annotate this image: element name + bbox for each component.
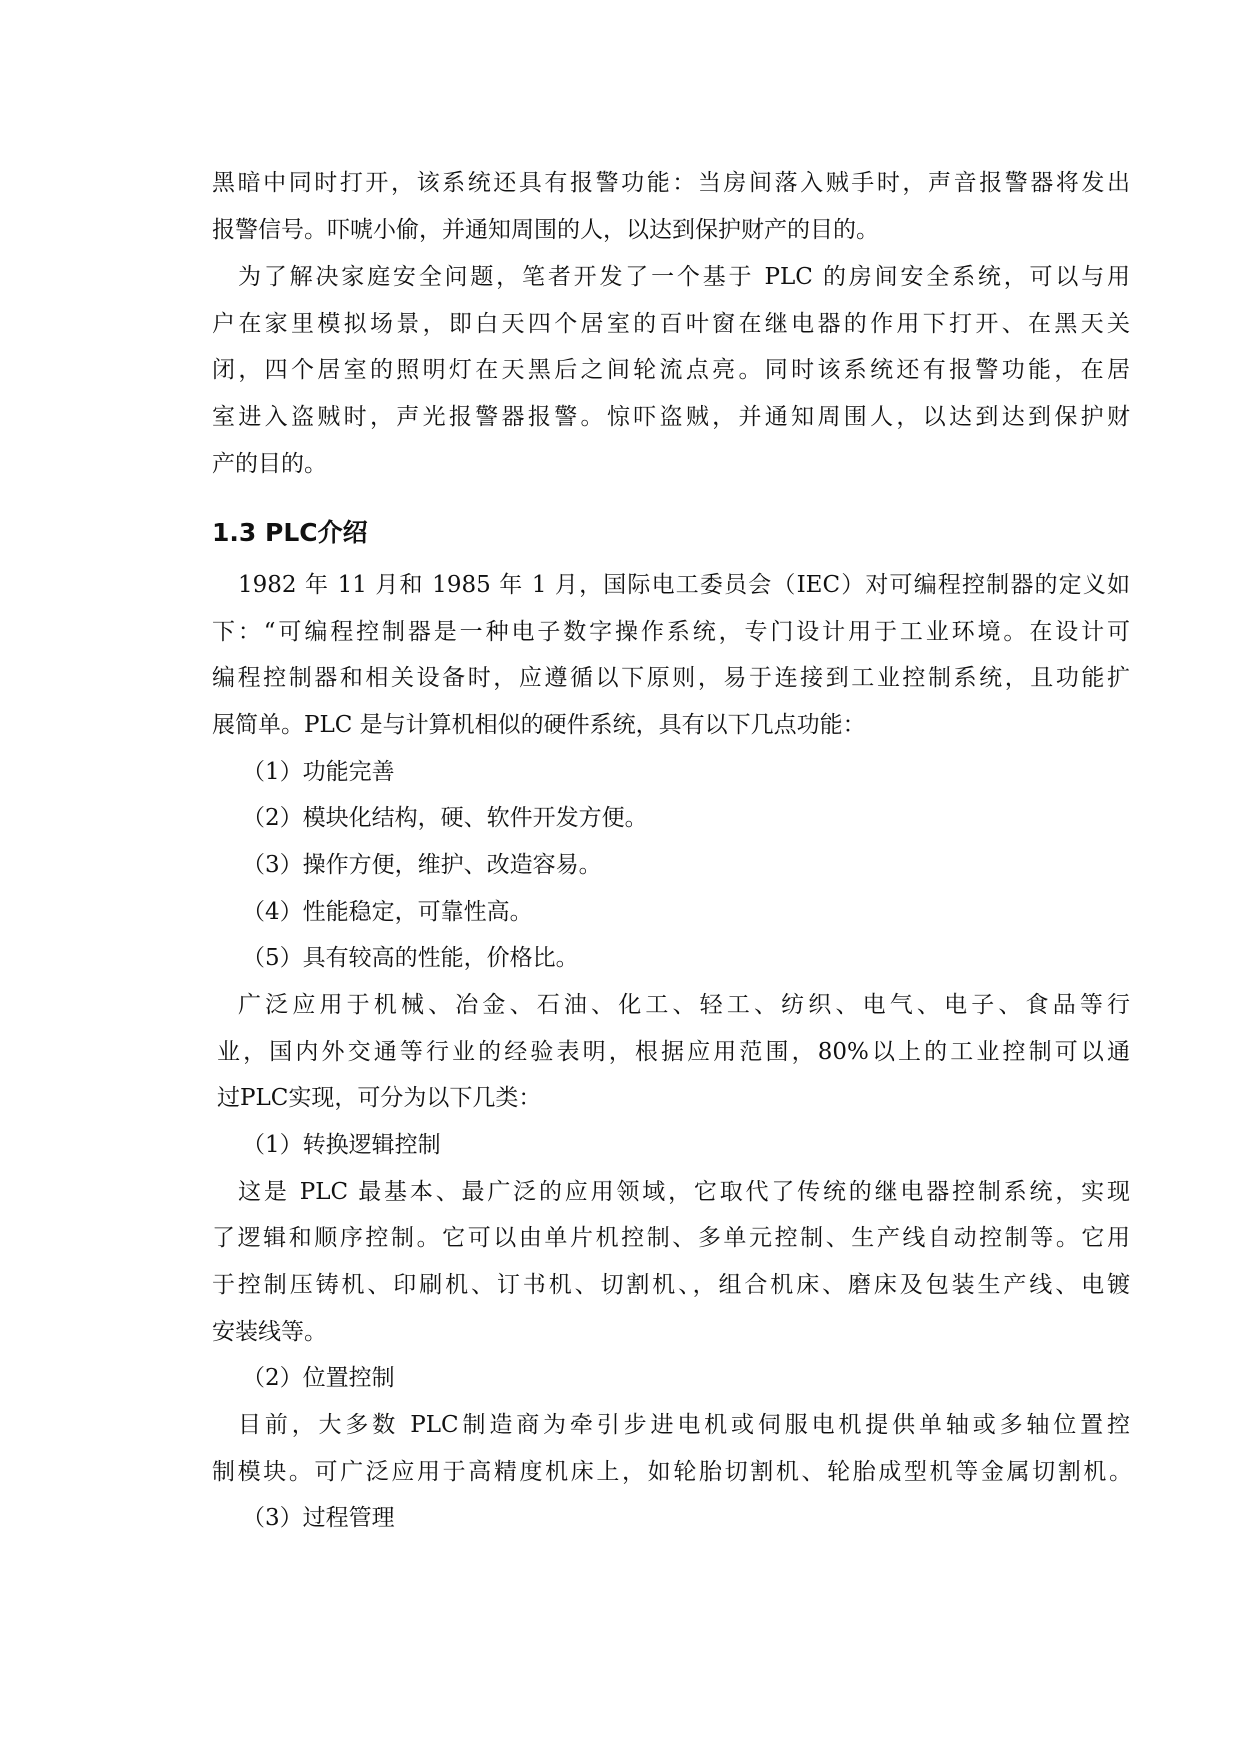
text-line: 闭，四个居室的照明灯在天黑后之间轮流点亮。同时该系统还有报警功能，在居 [212,357,1130,383]
text-line: 广泛应用于机械、冶金、石油、化工、轻工、纺织、电气、电子、食品等行 [238,992,1130,1018]
text-line: （3）过程管理 [242,1505,395,1531]
text-line: 于控制压铸机、印刷机、订书机、切割机、，组合机床、磨床及包装生产线、电镀 [212,1272,1130,1298]
text-line: 1982 年 11 月和 1985 年 1 月，国际电工委员会（IEC）对可编程控制器的定义如 [238,572,1130,598]
text-line: 下：“可编程控制器是一种电子数字操作系统，专门设计用于工业环境。在设计可 [212,619,1130,645]
text-line: （1）转换逻辑控制 [242,1132,441,1158]
text-line: 安装线等。 [212,1319,327,1345]
text-line: 黑暗中同时打开，该系统还具有报警功能：当房间落入贼手时，声音报警器将发出 [212,170,1130,196]
text-line: 了逻辑和顺序控制。它可以由单片机控制、多单元控制、生产线自动控制等。它用 [212,1225,1130,1251]
text-line: 报警信号。吓唬小偷，并通知周围的人，以达到保护财产的目的。 [212,217,879,243]
text-line: （5）具有较高的性能，价格比。 [242,945,579,971]
section-heading: 1.3 PLC介绍 [212,518,368,547]
text-line: （2）模块化结构，硬、软件开发方便。 [242,805,648,831]
text-line: 室进入盗贼时，声光报警器报警。惊吓盗贼，并通知周围人，以达到达到保护财 [212,404,1130,430]
text-line: 户在家里模拟场景，即白天四个居室的百叶窗在继电器的作用下打开、在黑天关 [212,311,1130,337]
text-line: 为了解决家庭安全问题，笔者开发了一个基于 PLC 的房间安全系统，可以与用 [238,264,1130,290]
text-line: （3）操作方便，维护、改造容易。 [242,852,602,878]
text-line: 目前，大多数 PLC制造商为牵引步进电机或伺服电机提供单轴或多轴位置控 [238,1412,1130,1438]
text-line: 产的目的。 [212,451,327,477]
text-line: 过PLC实现，可分为以下几类： [217,1085,542,1111]
text-line: 展简单。PLC 是与计算机相似的硬件系统，具有以下几点功能： [212,712,866,738]
text-line: 编程控制器和相关设备时，应遵循以下原则，易于连接到工业控制系统，且功能扩 [212,665,1130,691]
text-line: （4）性能稳定，可靠性高。 [242,899,533,925]
text-line: 业，国内外交通等行业的经验表明，根据应用范围，80%以上的工业控制可以通 [217,1039,1130,1065]
text-line: （2）位置控制 [242,1365,395,1391]
text-line: 制模块。可广泛应用于高精度机床上，如轮胎切割机、轮胎成型机等金属切割机。 [212,1459,1132,1485]
text-line: 这是 PLC 最基本、最广泛的应用领域，它取代了传统的继电器控制系统，实现 [238,1179,1130,1205]
text-line: （1）功能完善 [242,759,395,785]
